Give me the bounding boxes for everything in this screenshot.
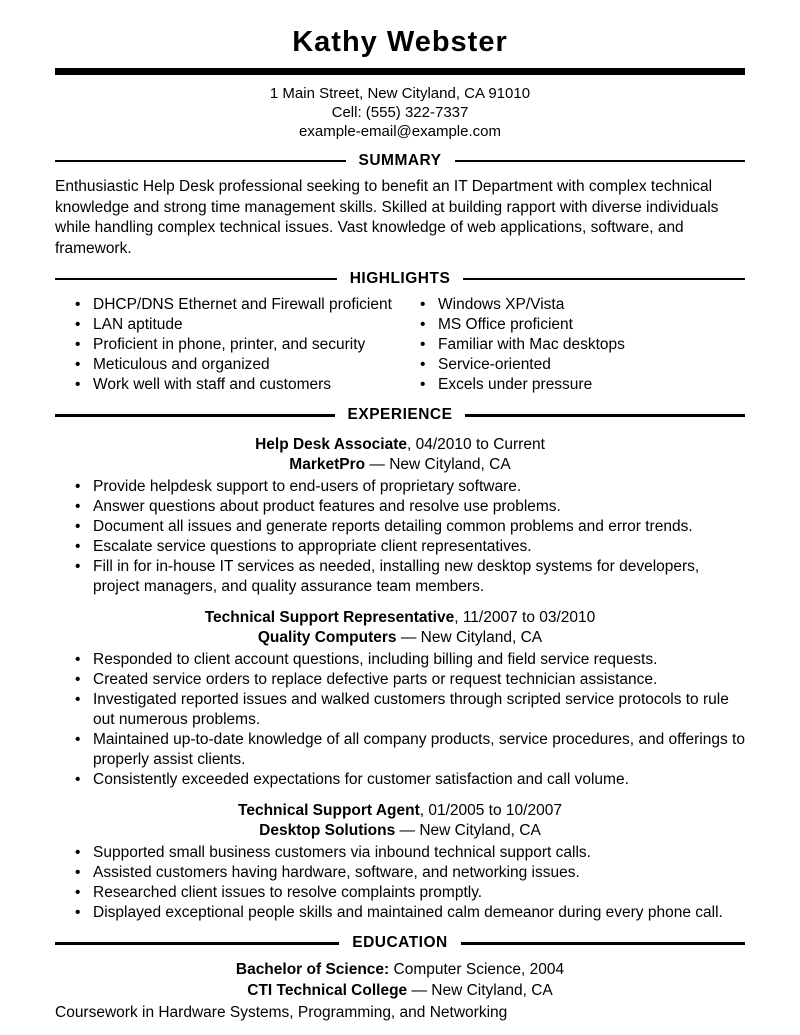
job-entry-2 (55, 608, 745, 790)
highlight-item: • Meticulous and organized (69, 355, 400, 375)
job-title (55, 801, 745, 821)
experience-section-heading (55, 406, 745, 424)
job-company (55, 455, 745, 475)
company-name: Desktop Solutions (259, 822, 396, 839)
job-bullet: • Responded to client account questions, including billing and field service requests. (69, 650, 745, 670)
highlight-item: • Service-oriented (414, 355, 745, 375)
highlight-item: • Work well with staff and customers (69, 375, 400, 395)
highlight-item: • Excels under pressure (414, 375, 745, 395)
highlights-title: HIGHLIGHTS (349, 270, 451, 287)
degree-name: Bachelor of Science: (235, 961, 390, 978)
divider-line (455, 160, 746, 162)
divider-line (55, 160, 346, 162)
job-title (55, 435, 745, 455)
divider-line (461, 942, 745, 945)
job-entry-3 (55, 801, 745, 923)
summary-section-heading (55, 152, 745, 170)
job-bullet: • Created service orders to replace defective parts or request technician assistance. (69, 670, 745, 690)
job-bullet-list (55, 843, 745, 923)
person-name: Kathy Webster (292, 26, 508, 58)
divider-line (463, 278, 745, 280)
company-name: MarketPro (289, 456, 366, 473)
job-bullet: • Assisted customers having hardware, software, and networking issues. (69, 863, 745, 883)
job-bullet-list (55, 477, 745, 597)
email-line: example-email@example.com (299, 123, 501, 140)
job-bullet-list (55, 650, 745, 790)
highlight-item: • MS Office proficient (414, 315, 745, 335)
phone-line: Cell: (555) 322-7337 (331, 104, 469, 121)
summary-text: Enthusiastic Help Desk professional seeking to benefit an IT Department with complex technical knowledge and strong time management skills. Skilled at building rapport with diverse individuals while handling complex technical issues. Vast knowledge of web applications, software, and framework. (55, 178, 719, 257)
highlights-columns (55, 295, 745, 395)
job-bullet: • Document all issues and generate reports detailing common problems and error trends. (69, 517, 745, 537)
highlight-item: • Familiar with Mac desktops (414, 335, 745, 355)
highlight-item: • LAN aptitude (69, 315, 400, 335)
highlight-item: • Proficient in phone, printer, and security (69, 335, 400, 355)
job-dates: , 01/2005 to 10/2007 (419, 802, 562, 819)
job-title (55, 608, 745, 628)
job-title-text: Technical Support Representative (204, 609, 455, 626)
contact-block (55, 84, 745, 141)
school-line (55, 980, 745, 1001)
degree-detail: Computer Science, 2004 (389, 961, 565, 978)
company-location: — New Cityland, CA (395, 822, 541, 839)
job-bullet: • Supported small business customers via inbound technical support calls. (69, 843, 745, 863)
job-bullet: • Provide helpdesk support to end-users of proprietary software. (69, 477, 745, 497)
job-company (55, 628, 745, 648)
school-location: — New Cityland, CA (407, 982, 553, 999)
job-bullet: • Fill in for in-house IT services as needed, installing new desktop systems for developers, project managers, and quality assurance team members. (69, 557, 745, 597)
job-company (55, 821, 745, 841)
divider-line (465, 414, 745, 417)
address-line: 1 Main Street, New Cityland, CA 91010 (269, 85, 531, 102)
highlight-item: • Windows XP/Vista (414, 295, 745, 315)
job-bullet: • Answer questions about product features and resolve use problems. (69, 497, 745, 517)
school-name: CTI Technical College (247, 982, 408, 999)
education-section-heading (55, 934, 745, 952)
degree-line (55, 959, 745, 980)
job-title-text: Technical Support Agent (238, 802, 420, 819)
job-bullet: • Displayed exceptional people skills and maintained calm demeanor during every phone call. (69, 903, 745, 923)
highlights-left-list (55, 295, 400, 395)
divider-line (55, 278, 337, 280)
job-bullet: • Maintained up-to-date knowledge of all company products, service procedures, and offerings to properly assist clients. (69, 730, 745, 770)
job-bullet: • Escalate service questions to appropriate client representatives. (69, 537, 745, 557)
job-dates: , 11/2007 to 03/2010 (454, 609, 596, 626)
coursework-line: Coursework in Hardware Systems, Programming, and Networking (55, 1004, 508, 1021)
company-location: — New Cityland, CA (365, 456, 511, 473)
company-location: — New Cityland, CA (396, 629, 543, 646)
divider-line (55, 942, 339, 945)
highlights-section-heading (55, 270, 745, 288)
job-bullet: • Researched client issues to resolve complaints promptly. (69, 883, 745, 903)
summary-title: SUMMARY (358, 152, 442, 169)
job-bullet: • Consistently exceeded expectations for customer satisfaction and call volume. (69, 770, 745, 790)
job-title-text: Help Desk Associate (255, 436, 408, 453)
job-bullet: • Investigated reported issues and walked customers through scripted service protocols to rule out numerous problems. (69, 690, 745, 730)
header-divider (55, 68, 745, 75)
highlight-item: • DHCP/DNS Ethernet and Firewall proficient (69, 295, 400, 315)
experience-title: EXPERIENCE (347, 406, 453, 423)
education-title: EDUCATION (352, 934, 448, 951)
company-name: Quality Computers (257, 629, 397, 646)
highlights-right-list (400, 295, 745, 395)
job-dates: , 04/2010 to Current (407, 436, 545, 453)
divider-line (55, 414, 335, 417)
job-entry-1 (55, 435, 745, 597)
